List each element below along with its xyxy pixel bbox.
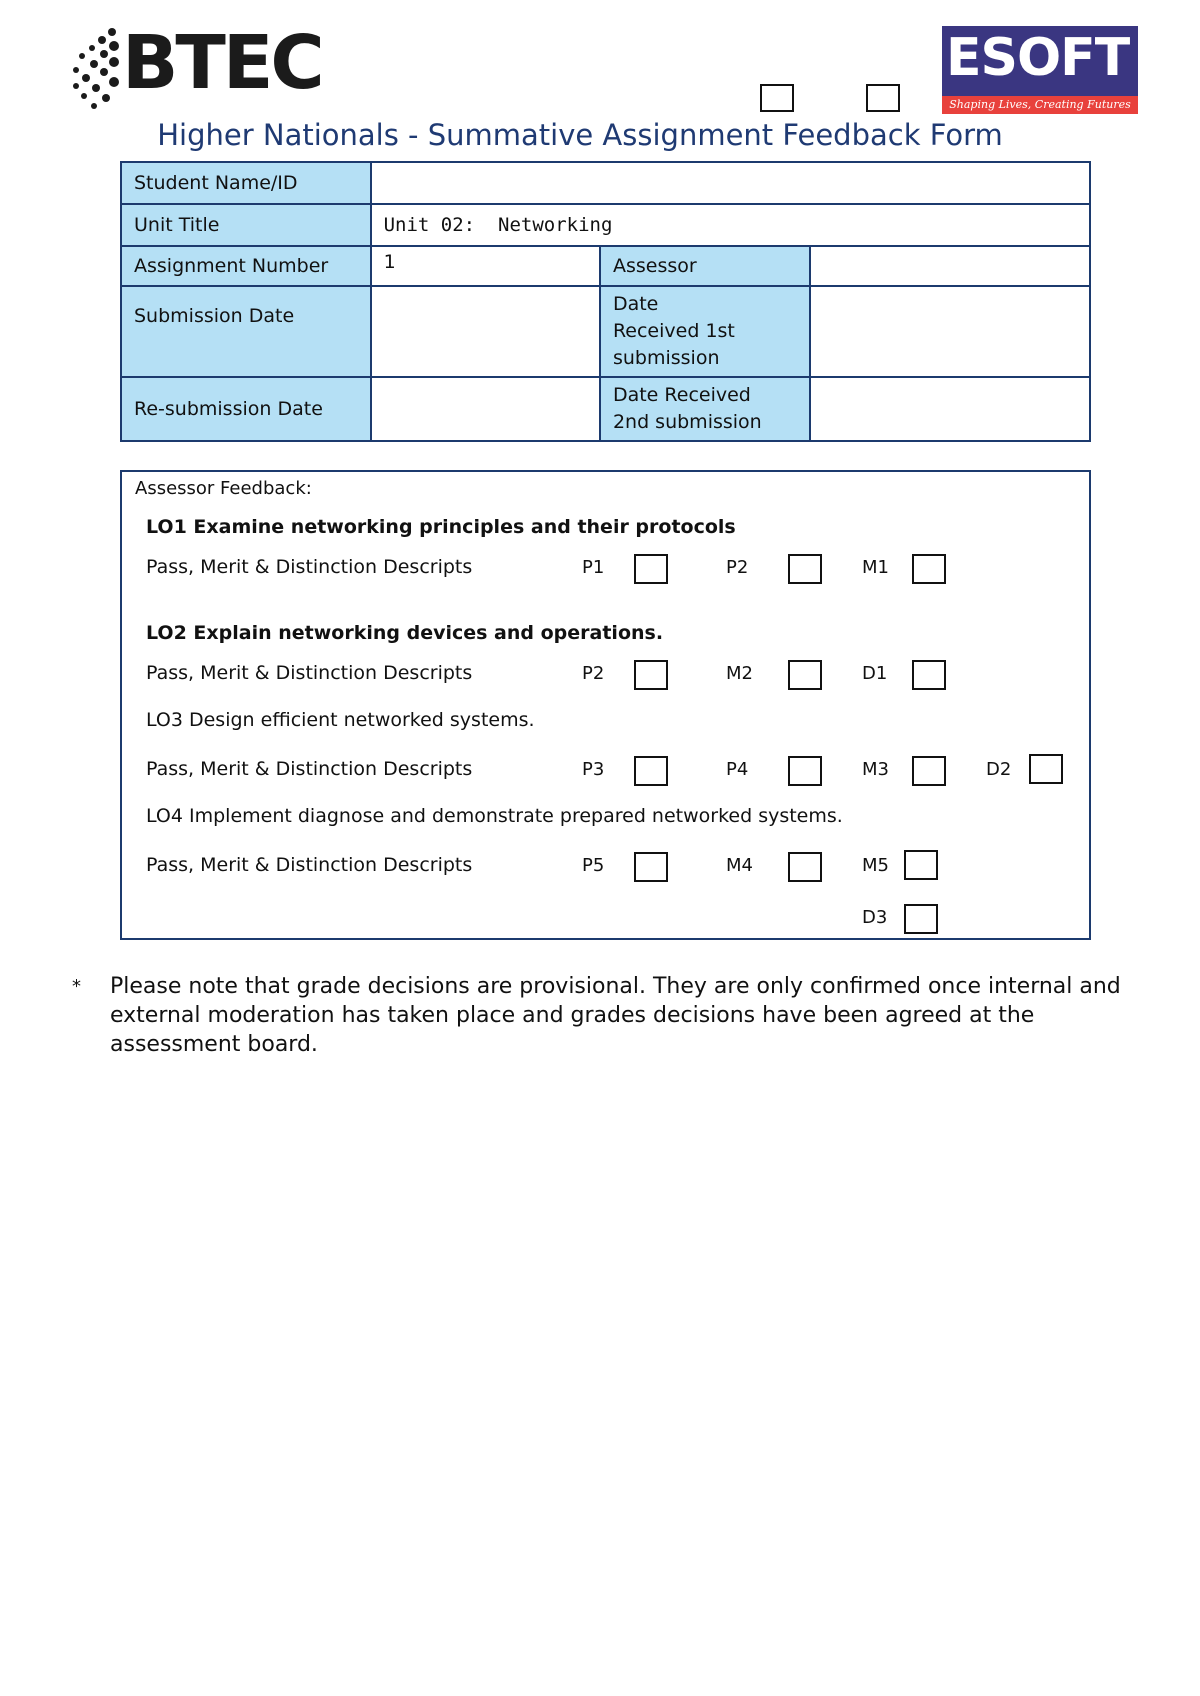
unit-title-field[interactable]: Unit 02: Networking	[371, 204, 1090, 246]
btec-logo	[72, 20, 332, 116]
esoft-tagline: Shaping Lives, Creating Futures	[942, 96, 1138, 114]
lo3-p3-checkbox[interactable]	[634, 756, 668, 786]
esoft-wordmark: ESOFT	[946, 28, 1130, 88]
assessor-label: Assessor	[600, 246, 810, 286]
lo2-m2-checkbox[interactable]	[788, 660, 822, 690]
assignment-number-field[interactable]: 1	[371, 246, 600, 286]
lo1-criterion-label: P2	[726, 557, 749, 578]
date-received-1-field[interactable]	[810, 286, 1090, 377]
lo3-p4-checkbox[interactable]	[788, 756, 822, 786]
lo4-criterion-label: P5	[582, 855, 605, 876]
assignment-number-label: Assignment Number	[121, 246, 371, 286]
lo1-p2-checkbox[interactable]	[788, 554, 822, 584]
lo4-title: LO4 Implement diagnose and demonstrate prepared networked systems.	[146, 805, 843, 827]
btec-wordmark: BTEC	[122, 20, 322, 106]
student-name-field[interactable]	[371, 162, 1090, 204]
lo4-d3-checkbox[interactable]	[904, 904, 938, 934]
lo3-m3-checkbox[interactable]	[912, 756, 946, 786]
feedback-title: Assessor Feedback:	[135, 478, 312, 499]
submission-date-label: Submission Date	[121, 286, 371, 377]
submission-date-field[interactable]	[371, 286, 600, 377]
note-marker: *	[72, 976, 81, 997]
lo2-criterion-label: P2	[582, 663, 605, 684]
unit-title-label: Unit Title	[121, 204, 371, 246]
note-text: Please note that grade decisions are provisional. They are only confirmed once internal and external moderation has taken place and grades decisions have been agreed at the assessment board.	[110, 974, 1121, 1057]
lo2-d1-checkbox[interactable]	[912, 660, 946, 690]
btec-dots-graphic	[72, 26, 122, 116]
student-name-label: Student Name/ID	[121, 162, 371, 204]
lo1-title: LO1 Examine networking principles and their protocols	[146, 516, 736, 538]
details-table	[120, 161, 1091, 442]
lo2-title: LO2 Explain networking devices and operations.	[146, 622, 664, 644]
date-received-2-label: Date Received 2nd submission	[600, 377, 810, 441]
lo4-criterion-label: M4	[726, 855, 753, 876]
lo2-descripts-label: Pass, Merit & Distinction Descripts	[146, 662, 473, 684]
lo1-criterion-label: P1	[582, 557, 605, 578]
lo4-p5-checkbox[interactable]	[634, 852, 668, 882]
resubmission-date-field[interactable]	[371, 377, 600, 441]
lo2-criterion-label: M2	[726, 663, 753, 684]
lo4-descripts-label: Pass, Merit & Distinction Descripts	[146, 854, 473, 876]
lo2-p2-checkbox[interactable]	[634, 660, 668, 690]
lo4-criterion-label: M5	[862, 855, 889, 876]
header-checkbox[interactable]	[866, 84, 900, 112]
lo3-title: LO3 Design efficient networked systems.	[146, 709, 535, 731]
lo3-criterion-label: P4	[726, 759, 749, 780]
lo4-m4-checkbox[interactable]	[788, 852, 822, 882]
assessor-feedback-box	[120, 470, 1091, 940]
assessor-field[interactable]	[810, 246, 1090, 286]
lo2-criterion-label: D1	[862, 663, 888, 684]
date-received-2-field[interactable]	[810, 377, 1090, 441]
date-received-1-label: Date Received 1st submission	[600, 286, 810, 377]
lo1-m1-checkbox[interactable]	[912, 554, 946, 584]
lo3-descripts-label: Pass, Merit & Distinction Descripts	[146, 758, 473, 780]
resubmission-date-label: Re-submission Date	[121, 377, 371, 441]
lo1-p1-checkbox[interactable]	[634, 554, 668, 584]
lo3-criterion-label: D2	[986, 759, 1012, 780]
esoft-logo	[942, 26, 1138, 114]
lo1-criterion-label: M1	[862, 557, 889, 578]
lo1-descripts-label: Pass, Merit & Distinction Descripts	[146, 556, 473, 578]
page-title: Higher Nationals - Summative Assignment Feedback Form	[157, 118, 1003, 152]
header-checkbox[interactable]	[760, 84, 794, 112]
lo4-m5-checkbox[interactable]	[904, 850, 938, 880]
lo3-criterion-label: P3	[582, 759, 605, 780]
lo3-d2-checkbox[interactable]	[1029, 754, 1063, 784]
lo3-criterion-label: M3	[862, 759, 889, 780]
lo4-criterion-label: D3	[862, 907, 888, 928]
